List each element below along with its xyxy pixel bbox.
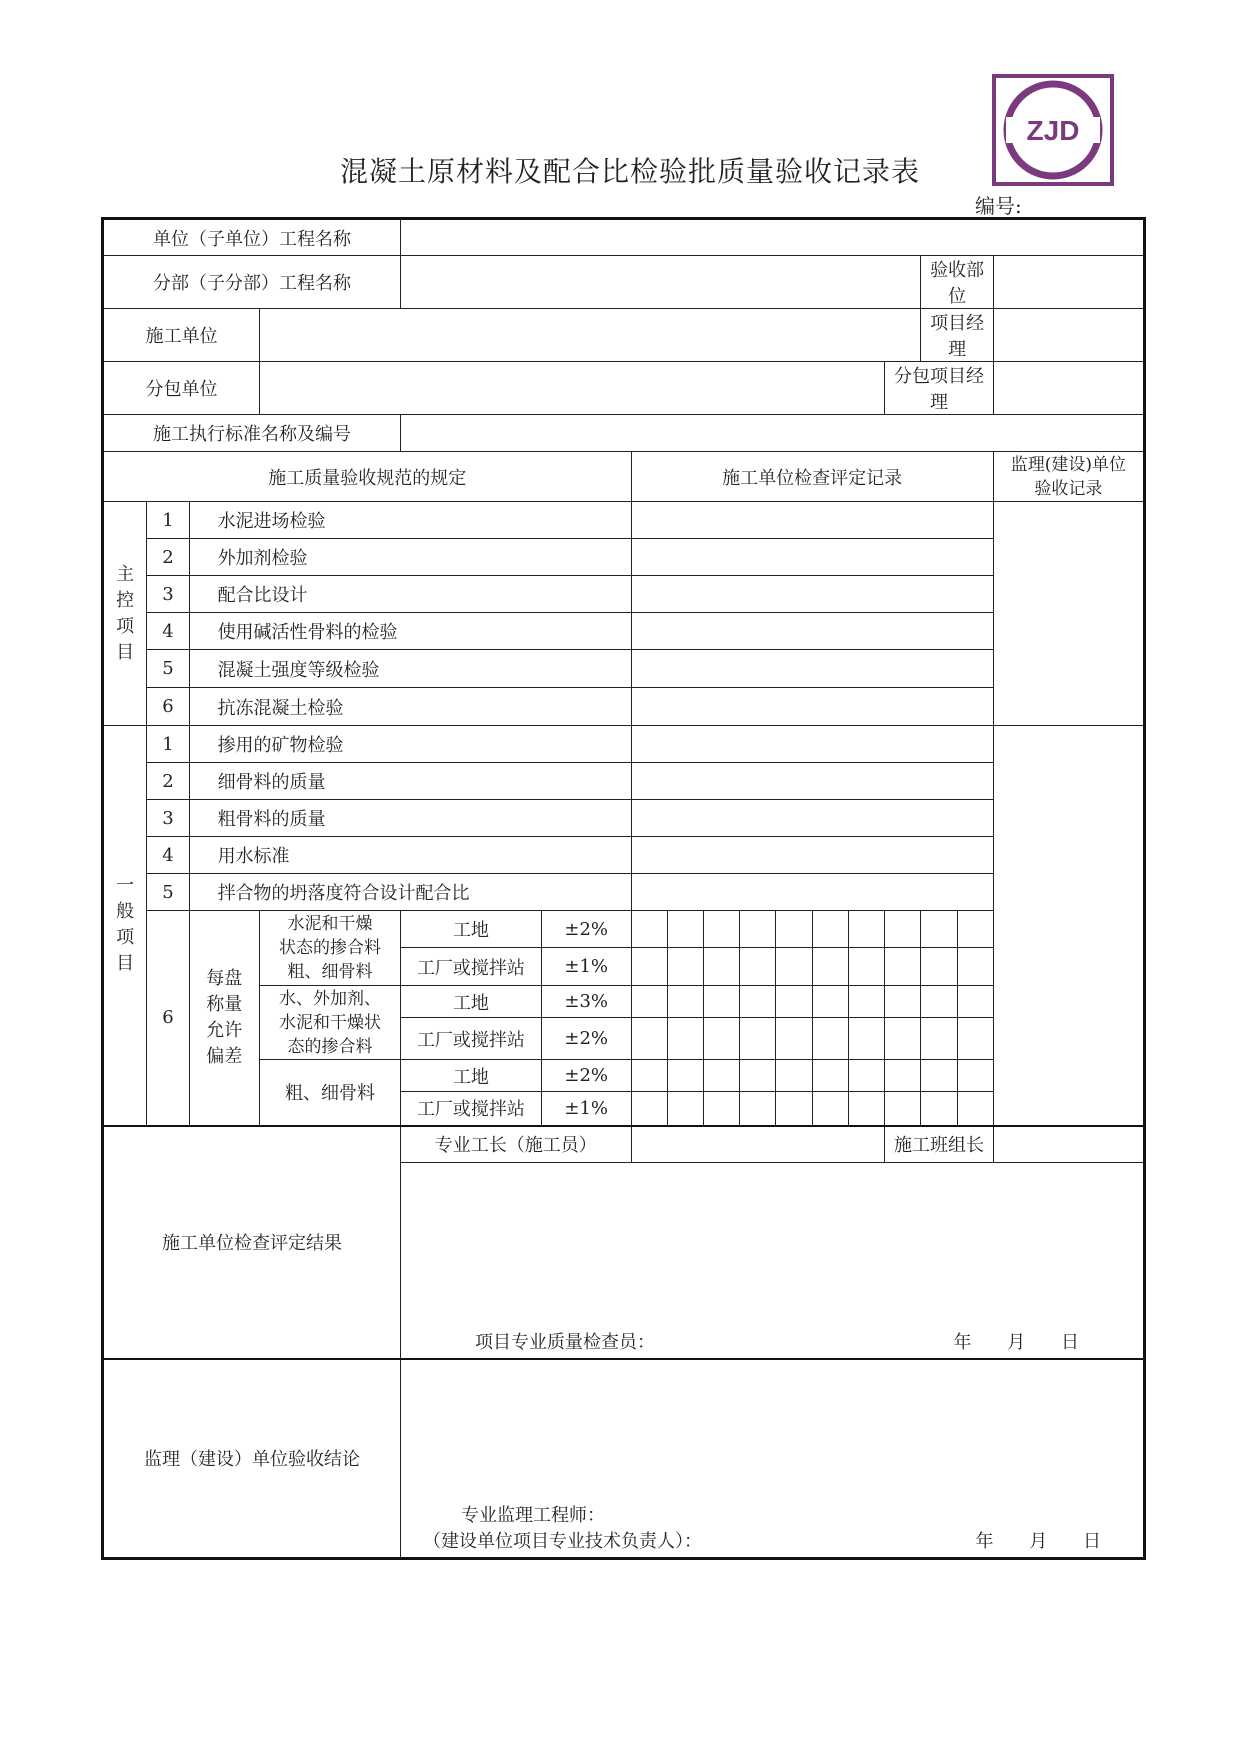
inspection-form [101,217,1146,1560]
measure-cell[interactable] [631,1092,667,1126]
item-text: 用水标准 [189,837,631,874]
material-group-label: 水泥和干燥 状态的掺合料 粗、细骨料 [260,911,401,986]
supervision-record-main[interactable] [993,502,1144,726]
tolerance-value: ±2% [541,911,631,948]
general-items-group-label: 一 般 项 目 [103,726,147,1126]
material-group-label: 水、外加剂、 水泥和干燥状 态的掺合料 [260,986,401,1060]
tolerance-value: ±3% [541,986,631,1018]
check-record-cell[interactable] [631,874,993,911]
subcontract-unit-label: 分包单位 [103,362,260,415]
measure-cell[interactable] [703,986,739,1018]
place-label: 工厂或搅拌站 [400,1092,541,1126]
measure-cell[interactable] [740,986,776,1018]
measure-cell[interactable] [667,1092,703,1126]
project-name-field[interactable] [400,219,1144,256]
measure-cell[interactable] [957,911,993,948]
place-label: 工地 [400,1060,541,1092]
item-number: 3 [147,800,189,837]
check-record-cell[interactable] [631,576,993,613]
check-record-cell[interactable] [631,650,993,688]
item-text: 掺用的矿物检验 [189,726,631,763]
item-number: 3 [147,576,189,613]
project-name-label: 单位（子单位）工程名称 [103,219,401,256]
inspector-label: 项目专业质量检查员： [474,1331,655,1353]
foreman-field[interactable] [631,1126,885,1163]
construction-result-label: 施工单位检查评定结果 [103,1126,401,1359]
measure-cell[interactable] [703,948,739,986]
measure-cell[interactable] [812,1060,848,1092]
supervision-record-general[interactable] [993,726,1144,1126]
measure-cell[interactable] [776,1060,812,1092]
supervision-conclusion-label: 监理（建设）单位验收结论 [103,1359,401,1559]
team-leader-field[interactable] [993,1126,1144,1163]
measure-cell[interactable] [667,911,703,948]
measure-cell[interactable] [812,911,848,948]
item-text: 水泥进场检验 [189,502,631,539]
subcontract-unit-field[interactable] [260,362,885,415]
item-number: 2 [147,763,189,800]
logo-text: ZJD [1026,115,1080,146]
inspection-date: 年 月 日 [953,1331,1079,1353]
check-record-cell[interactable] [631,613,993,650]
main-items-group-label: 主 控 项 目 [103,502,147,726]
team-leader-label: 施工班组长 [885,1126,994,1163]
item-number: 4 [147,613,189,650]
measure-cell[interactable] [631,948,667,986]
place-label: 工地 [400,911,541,948]
measure-cell[interactable] [740,1060,776,1092]
measure-cell[interactable] [667,948,703,986]
measure-cell[interactable] [885,911,921,948]
check-record-cell[interactable] [631,539,993,576]
construction-unit-label: 施工单位 [103,309,260,362]
item-text: 拌合物的坍落度符合设计配合比 [189,874,631,911]
measure-cell[interactable] [740,948,776,986]
supervision-record-header [993,452,1144,502]
measure-cell[interactable] [921,986,957,1018]
measure-cell[interactable] [957,1018,993,1060]
spec-header: 施工质量验收规范的规定 [103,452,632,502]
item-number: 1 [147,502,189,539]
subcontract-manager-field[interactable] [993,362,1144,415]
measure-cell[interactable] [812,1018,848,1060]
measure-cell[interactable] [885,986,921,1018]
measure-cell[interactable] [848,986,884,1018]
measure-cell[interactable] [740,1018,776,1060]
check-record-header: 施工单位检查评定记录 [631,452,993,502]
tolerance-value: ±2% [541,1060,631,1092]
measure-cell[interactable] [631,1018,667,1060]
measure-cell[interactable] [885,1092,921,1126]
measure-cell[interactable] [848,1060,884,1092]
item-text: 粗骨料的质量 [189,800,631,837]
tolerance-value: ±1% [541,948,631,986]
measure-cell[interactable] [957,1092,993,1126]
conclusion-date: 年 月 日 [975,1531,1101,1552]
check-record-cell[interactable] [631,837,993,874]
foreman-label: 专业工长（施工员） [400,1126,631,1163]
item-number: 2 [147,539,189,576]
measure-cell[interactable] [848,948,884,986]
tolerance-value: ±1% [541,1092,631,1126]
subcontract-manager-label: 分包项目经理 [885,362,994,415]
construction-result-field[interactable] [400,1163,1144,1359]
measure-cell[interactable] [776,948,812,986]
serial-input[interactable] [1022,198,1132,219]
item-text: 配合比设计 [189,576,631,613]
item-text: 细骨料的质量 [189,763,631,800]
measure-cell[interactable] [631,1060,667,1092]
company-logo [992,74,1114,186]
construction-unit-field[interactable] [260,309,921,362]
project-manager-field[interactable] [993,309,1144,362]
measure-cell[interactable] [957,1060,993,1092]
check-record-cell[interactable] [631,726,993,763]
item-number: 5 [147,874,189,911]
measure-cell[interactable] [921,948,957,986]
measure-cell[interactable] [703,1018,739,1060]
item-number: 1 [147,726,189,763]
measure-cell[interactable] [776,1092,812,1126]
item-number: 6 [147,688,189,726]
supervision-header-line1: 监理(建设)单位 [1010,454,1127,475]
item-text: 抗冻混凝土检验 [189,688,631,726]
serial-number [975,190,1132,219]
item-number: 6 [147,911,189,1126]
measure-cell[interactable] [776,1018,812,1060]
item-text: 外加剂检验 [189,539,631,576]
check-record-cell[interactable] [631,688,993,726]
item-text: 混凝土强度等级检验 [189,650,631,688]
measure-cell[interactable] [703,911,739,948]
place-label: 工地 [400,986,541,1018]
acceptance-part-label: 验收部位 [921,256,993,309]
measure-cell[interactable] [921,1060,957,1092]
check-record-cell[interactable] [631,800,993,837]
measure-cell[interactable] [703,1092,739,1126]
measure-cell[interactable] [848,911,884,948]
measure-cell[interactable] [667,1018,703,1060]
supervision-header-line2: 验收记录 [1034,478,1103,499]
measure-cell[interactable] [631,986,667,1018]
measure-cell[interactable] [667,986,703,1018]
measure-cell[interactable] [921,1018,957,1060]
measure-cell[interactable] [921,911,957,948]
item-number: 4 [147,837,189,874]
item-text: 使用碱活性骨料的检验 [189,613,631,650]
measure-cell[interactable] [921,1092,957,1126]
standard-field[interactable] [400,415,1144,452]
material-group-label: 粗、细骨料 [260,1060,401,1126]
measure-cell[interactable] [812,948,848,986]
measure-cell[interactable] [812,986,848,1018]
measure-cell[interactable] [667,1060,703,1092]
owner-label: （建设单位项目专业技术负责人）： [422,1531,702,1552]
measure-cell[interactable] [740,911,776,948]
measure-cell[interactable] [631,911,667,948]
place-label: 工厂或搅拌站 [400,1018,541,1060]
project-manager-label: 项目经理 [921,309,993,362]
measure-cell[interactable] [848,1092,884,1126]
measure-cell[interactable] [812,1092,848,1126]
supervision-conclusion-field[interactable] [400,1359,1144,1559]
measure-cell[interactable] [848,1018,884,1060]
acceptance-part-field[interactable] [993,256,1144,309]
check-record-cell[interactable] [631,763,993,800]
weighing-tolerance-label: 每盘 称量 允许 偏差 [189,911,259,1126]
measure-cell[interactable] [957,986,993,1018]
measure-cell[interactable] [885,1060,921,1092]
division-name-label: 分部（子分部）工程名称 [103,256,401,309]
measure-cell[interactable] [776,986,812,1018]
measure-cell[interactable] [885,948,921,986]
item-number: 5 [147,650,189,688]
measure-cell[interactable] [703,1060,739,1092]
engineer-label: 专业监理工程师： [460,1505,605,1526]
division-name-field[interactable] [400,256,920,309]
check-record-cell[interactable] [631,502,993,539]
measure-cell[interactable] [740,1092,776,1126]
place-label: 工厂或搅拌站 [400,948,541,986]
page-title: 混凝土原材料及配合比检验批质量验收记录表 [339,155,920,188]
measure-cell[interactable] [957,948,993,986]
standard-label: 施工执行标准名称及编号 [103,415,401,452]
serial-label: 编号: [975,194,1022,218]
measure-cell[interactable] [776,911,812,948]
tolerance-value: ±2% [541,1018,631,1060]
measure-cell[interactable] [885,1018,921,1060]
